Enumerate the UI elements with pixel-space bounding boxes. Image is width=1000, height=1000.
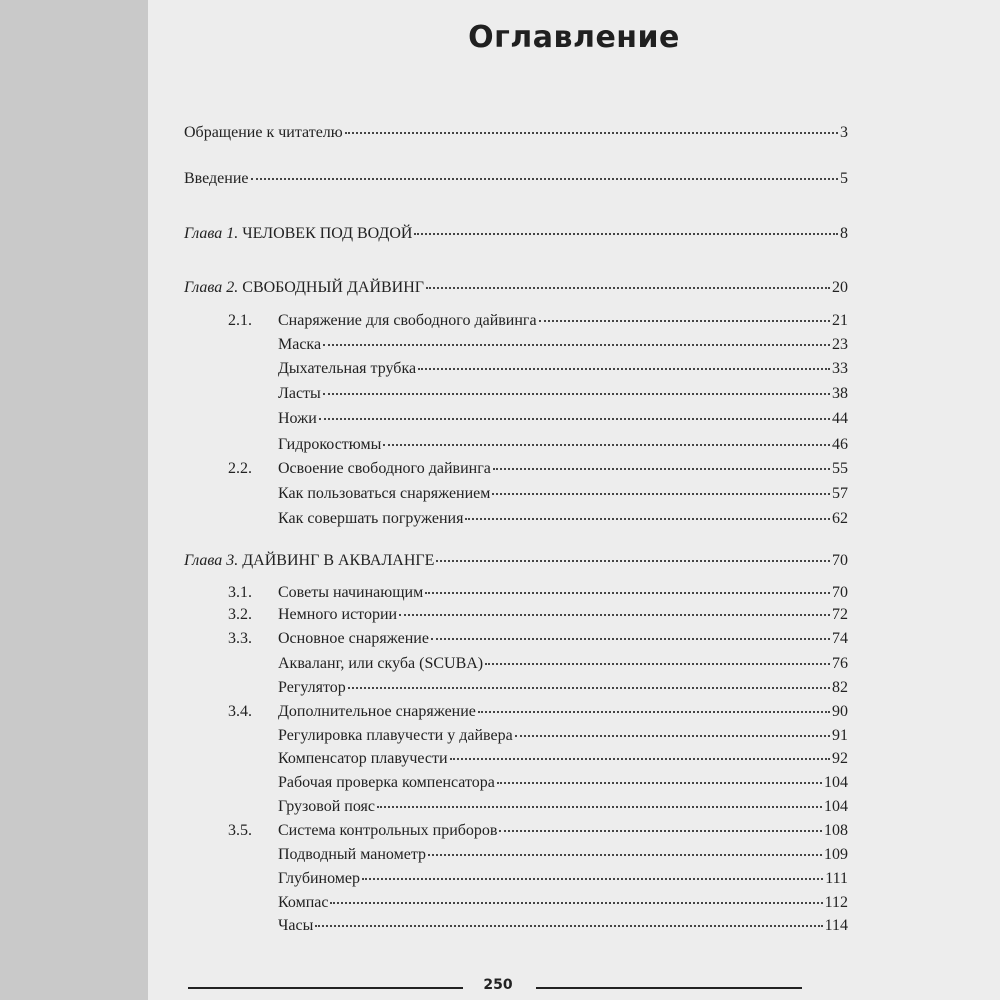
dot-leader: [323, 393, 830, 395]
background-surface: [0, 0, 150, 1000]
toc-entry-label: Немного истории: [278, 606, 398, 623]
toc-chapter-entry[interactable]: [184, 279, 848, 301]
toc-entry[interactable]: [184, 170, 848, 192]
toc-entry-page: 8: [840, 225, 848, 242]
toc-entry-label: Ножи: [278, 410, 317, 427]
toc-entry[interactable]: [278, 385, 848, 407]
toc-entry-label: Регулировка плавучести у дайвера: [278, 727, 513, 744]
dot-leader: [425, 592, 830, 594]
toc-entry[interactable]: [278, 584, 848, 606]
dot-leader: [399, 614, 830, 616]
toc-entry-page: 91: [832, 727, 848, 744]
toc-entry-page: 109: [824, 846, 848, 863]
toc-entry[interactable]: [184, 124, 848, 146]
toc-entry[interactable]: [278, 606, 848, 628]
toc-entry[interactable]: [278, 312, 848, 334]
dot-leader: [414, 233, 838, 235]
dot-leader: [478, 711, 830, 713]
toc-entry-page: 38: [832, 385, 848, 402]
toc-entry-page: 57: [832, 485, 848, 502]
toc-entry-page: 20: [832, 279, 848, 296]
toc-entry[interactable]: [278, 655, 848, 677]
toc-entry[interactable]: [278, 630, 848, 652]
toc-entry-page: 44: [832, 410, 848, 427]
toc-entry-label: Регулятор: [278, 679, 346, 696]
toc-entry-label: [184, 279, 424, 297]
toc-entry-page: 55: [832, 460, 848, 477]
section-number: 3.3.: [228, 630, 252, 647]
dot-leader: [465, 518, 830, 520]
toc-entry-label: Гидрокостюмы: [278, 436, 382, 453]
toc-entry-page: 74: [832, 630, 848, 647]
toc-entry-label: Обращение к читателю: [184, 124, 343, 141]
toc-entry-page: 82: [832, 679, 848, 696]
dot-leader: [436, 560, 830, 562]
footer-rule-left: [188, 987, 463, 989]
dot-leader: [330, 902, 822, 904]
chapter-number: Глава 3.: [184, 552, 239, 569]
section-number: 3.5.: [228, 822, 252, 839]
toc-entry[interactable]: [278, 727, 848, 749]
dot-leader: [383, 444, 830, 446]
dot-leader: [345, 132, 838, 134]
toc-entry-label: Освоение свободного дайвинга: [278, 460, 491, 477]
toc-entry-page: 70: [832, 552, 848, 569]
toc-entry-page: 92: [832, 750, 848, 767]
toc-entry-page: 112: [824, 894, 848, 911]
toc-entry-label: Акваланг, или скуба (SCUBA): [278, 655, 484, 672]
section-number: 3.4.: [228, 703, 252, 720]
dot-leader: [515, 735, 830, 737]
toc-entry[interactable]: [278, 703, 848, 725]
dot-leader: [426, 287, 830, 289]
toc-entry[interactable]: [278, 798, 848, 820]
chapter-number: Глава 2.: [184, 279, 239, 296]
dot-leader: [493, 468, 830, 470]
toc-entry-page: 114: [824, 917, 848, 934]
toc-entry-label: Система контрольных приборов: [278, 822, 498, 839]
toc-entry-page: 104: [824, 774, 848, 791]
toc-entry-label: [184, 552, 434, 570]
dot-leader: [315, 925, 822, 927]
dot-leader: [431, 638, 830, 640]
dot-leader: [450, 758, 830, 760]
dot-leader: [348, 687, 830, 689]
toc-entry-page: 21: [832, 312, 848, 329]
toc-entry[interactable]: [278, 846, 848, 868]
dot-leader: [539, 320, 830, 322]
section-number: 3.2.: [228, 606, 252, 623]
toc-entry-label: Подводный манометр: [278, 846, 427, 863]
toc-entry-label: Дыхательная трубка: [278, 360, 417, 377]
toc-entry-page: 90: [832, 703, 848, 720]
toc-entry-label: Как совершать погружения: [278, 510, 464, 527]
page-title: Оглавление: [468, 20, 680, 55]
toc-entry[interactable]: [278, 485, 848, 507]
toc-entry-page: 33: [832, 360, 848, 377]
toc-entry-label: Введение: [184, 170, 249, 187]
toc-chapter-entry[interactable]: [184, 225, 848, 247]
toc-entry-label: Компас: [278, 894, 329, 911]
dot-leader: [485, 663, 830, 665]
dot-leader: [497, 782, 822, 784]
toc-entry-page: 62: [832, 510, 848, 527]
toc-entry[interactable]: [278, 917, 848, 939]
toc-entry-label: Снаряжение для свободного дайвинга: [278, 312, 537, 329]
section-number: 3.1.: [228, 584, 252, 601]
chapter-title: СВОБОДНЫЙ ДАЙВИНГ: [242, 279, 425, 296]
toc-chapter-entry[interactable]: [184, 552, 848, 574]
page-number: 250: [483, 977, 513, 993]
toc-entry-page: 108: [824, 822, 848, 839]
toc-entry-label: Маска: [278, 336, 322, 353]
book-page: [148, 0, 1000, 1000]
toc-entry-label: Рабочая проверка компенсатора: [278, 774, 495, 791]
toc-entry-page: 111: [825, 870, 848, 887]
section-number: 2.2.: [228, 460, 252, 477]
toc-entry[interactable]: [278, 679, 848, 701]
dot-leader: [362, 878, 823, 880]
toc-entry-page: 72: [832, 606, 848, 623]
toc-entry-label: Основное снаряжение: [278, 630, 429, 647]
chapter-title: ДАЙВИНГ В АКВАЛАНГЕ: [242, 552, 435, 569]
toc-entry-label: Часы: [278, 917, 314, 934]
toc-entry[interactable]: [278, 436, 848, 458]
toc-entry-page: 3: [840, 124, 848, 141]
chapter-title: ЧЕЛОВЕК ПОД ВОДОЙ: [242, 225, 413, 242]
toc-entry-label: Глубиномер: [278, 870, 361, 887]
toc-entry-page: 23: [832, 336, 848, 353]
toc-entry[interactable]: [278, 750, 848, 772]
footer-rule-right: [536, 987, 802, 989]
toc-entry[interactable]: [278, 774, 848, 796]
toc-entry-page: 46: [832, 436, 848, 453]
toc-entry-page: 70: [832, 584, 848, 601]
toc-entry-label: Ласты: [278, 385, 321, 402]
toc-entry[interactable]: [278, 360, 848, 382]
toc-entry[interactable]: [278, 894, 848, 916]
toc-entry[interactable]: [278, 460, 848, 482]
toc-entry[interactable]: [278, 822, 848, 844]
dot-leader: [428, 854, 822, 856]
toc-entry-label: Дополнительное снаряжение: [278, 703, 476, 720]
toc-entry-label: [184, 225, 412, 243]
chapter-number: Глава 1.: [184, 225, 239, 242]
toc-entry-label: Советы начинающим: [278, 584, 424, 601]
toc-entry-label: Грузовой пояс: [278, 798, 375, 815]
toc-entry[interactable]: [278, 410, 848, 432]
toc-entry[interactable]: [278, 870, 848, 892]
toc-entry-page: 104: [824, 798, 848, 815]
dot-leader: [499, 830, 822, 832]
toc-entry-label: Компенсатор плавучести: [278, 750, 448, 767]
dot-leader: [492, 493, 830, 495]
toc-entry-label: Как пользоваться снаряжением: [278, 485, 491, 502]
toc-entry[interactable]: [278, 510, 848, 532]
dot-leader: [377, 806, 822, 808]
dot-leader: [251, 178, 839, 180]
section-number: 2.1.: [228, 312, 252, 329]
dot-leader: [323, 344, 830, 346]
toc-entry-page: 76: [832, 655, 848, 672]
dot-leader: [418, 368, 830, 370]
toc-entry[interactable]: [278, 336, 848, 358]
dot-leader: [319, 418, 830, 420]
toc-entry-page: 5: [840, 170, 848, 187]
